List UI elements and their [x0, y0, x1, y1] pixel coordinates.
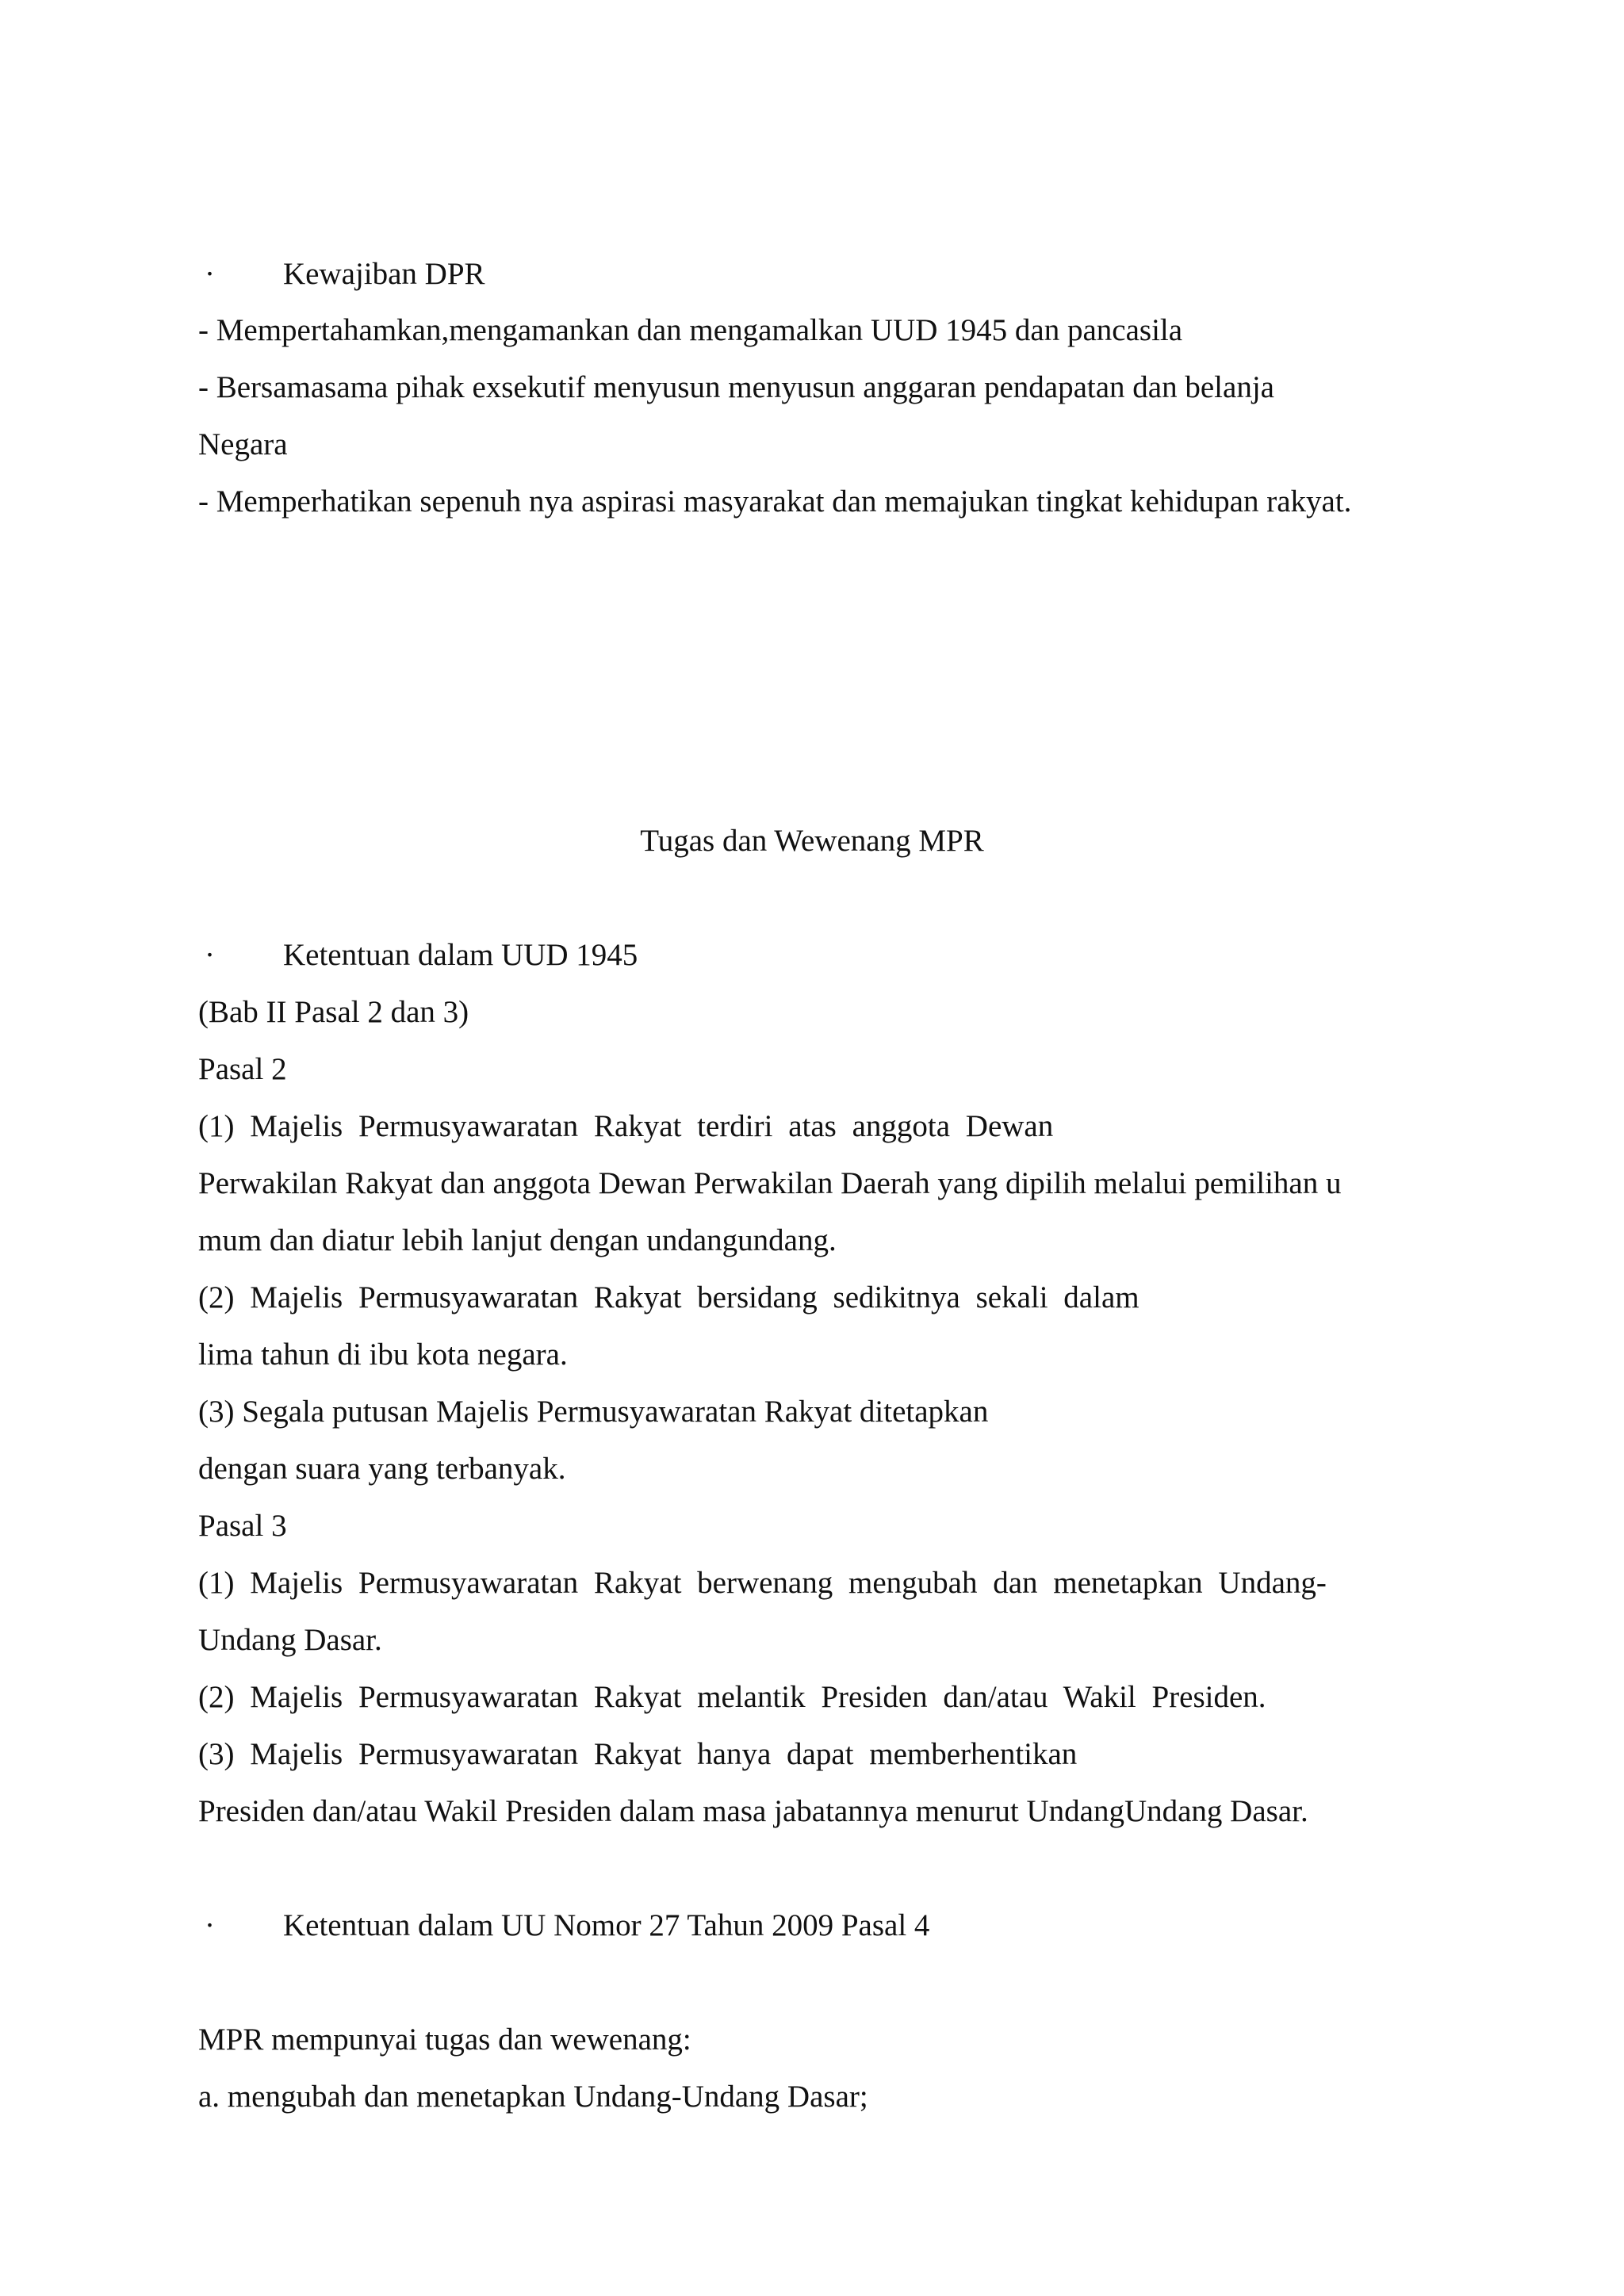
- pasal-3-line-1: (1) Majelis Permusyawaratan Rakyat berwenang mengubah dan menetapkan Undang-: [198, 1566, 1327, 1600]
- bullet-kewajiban-dpr: ·: [205, 257, 215, 291]
- dpr-item-1: - Mempertahamkan,mengamankan dan mengamalkan UUD 1945 dan pancasila: [198, 313, 1183, 347]
- section-title-mpr: Tugas dan Wewenang MPR: [640, 824, 984, 858]
- pasal-2-line-2: Perwakilan Rakyat dan anggota Dewan Perwakilan Daerah yang dipilih melalui pemilihan u: [198, 1166, 1342, 1200]
- pasal-2-line-4: (2) Majelis Permusyawaratan Rakyat bersidang sedikitnya sekali dalam: [198, 1280, 1139, 1314]
- pasal-2-line-6: (3) Segala putusan Majelis Permusyawaratan Rakyat ditetapkan: [198, 1395, 989, 1429]
- uu-intro: MPR mempunyai tugas dan wewenang:: [198, 2022, 691, 2057]
- dpr-item-2: - Bersamasama pihak exsekutif menyusun menyusun anggaran pendapatan dan belanja: [198, 370, 1274, 404]
- uud-reference: (Bab II Pasal 2 dan 3): [198, 995, 469, 1029]
- heading-uud: Ketentuan dalam UUD 1945: [283, 938, 638, 972]
- dpr-item-3: - Memperhatikan sepenuh nya aspirasi masyarakat dan memajukan tingkat kehidupan rakyat.: [198, 484, 1352, 519]
- bullet-uud: ·: [205, 938, 215, 972]
- pasal-2-label: Pasal 2: [198, 1052, 287, 1086]
- pasal-2-line-5: lima tahun di ibu kota negara.: [198, 1337, 568, 1372]
- heading-uu: Ketentuan dalam UU Nomor 27 Tahun 2009 Pasal 4: [283, 1908, 930, 1942]
- pasal-2-line-3: mum dan diatur lebih lanjut dengan undangundang.: [198, 1223, 837, 1257]
- bullet-uu: ·: [205, 1908, 215, 1942]
- dpr-item-2-cont: Negara: [198, 427, 288, 461]
- pasal-3-label: Pasal 3: [198, 1509, 287, 1543]
- pasal-3-line-4: (3) Majelis Permusyawaratan Rakyat hanya dapat memberhentikan: [198, 1737, 1078, 1771]
- uu-item-a: a. mengubah dan menetapkan Undang-Undang Dasar;: [198, 2080, 868, 2114]
- pasal-3-line-2: Undang Dasar.: [198, 1623, 382, 1657]
- pasal-3-line-5: Presiden dan/atau Wakil Presiden dalam masa jabatannya menurut UndangUndang Dasar.: [198, 1794, 1308, 1828]
- pasal-2-line-1: (1) Majelis Permusyawaratan Rakyat terdiri atas anggota Dewan: [198, 1109, 1054, 1143]
- pasal-3-line-3: (2) Majelis Permusyawaratan Rakyat melantik Presiden dan/atau Wakil Presiden.: [198, 1680, 1266, 1714]
- heading-kewajiban-dpr: Kewajiban DPR: [283, 257, 485, 291]
- pasal-2-line-7: dengan suara yang terbanyak.: [198, 1452, 566, 1486]
